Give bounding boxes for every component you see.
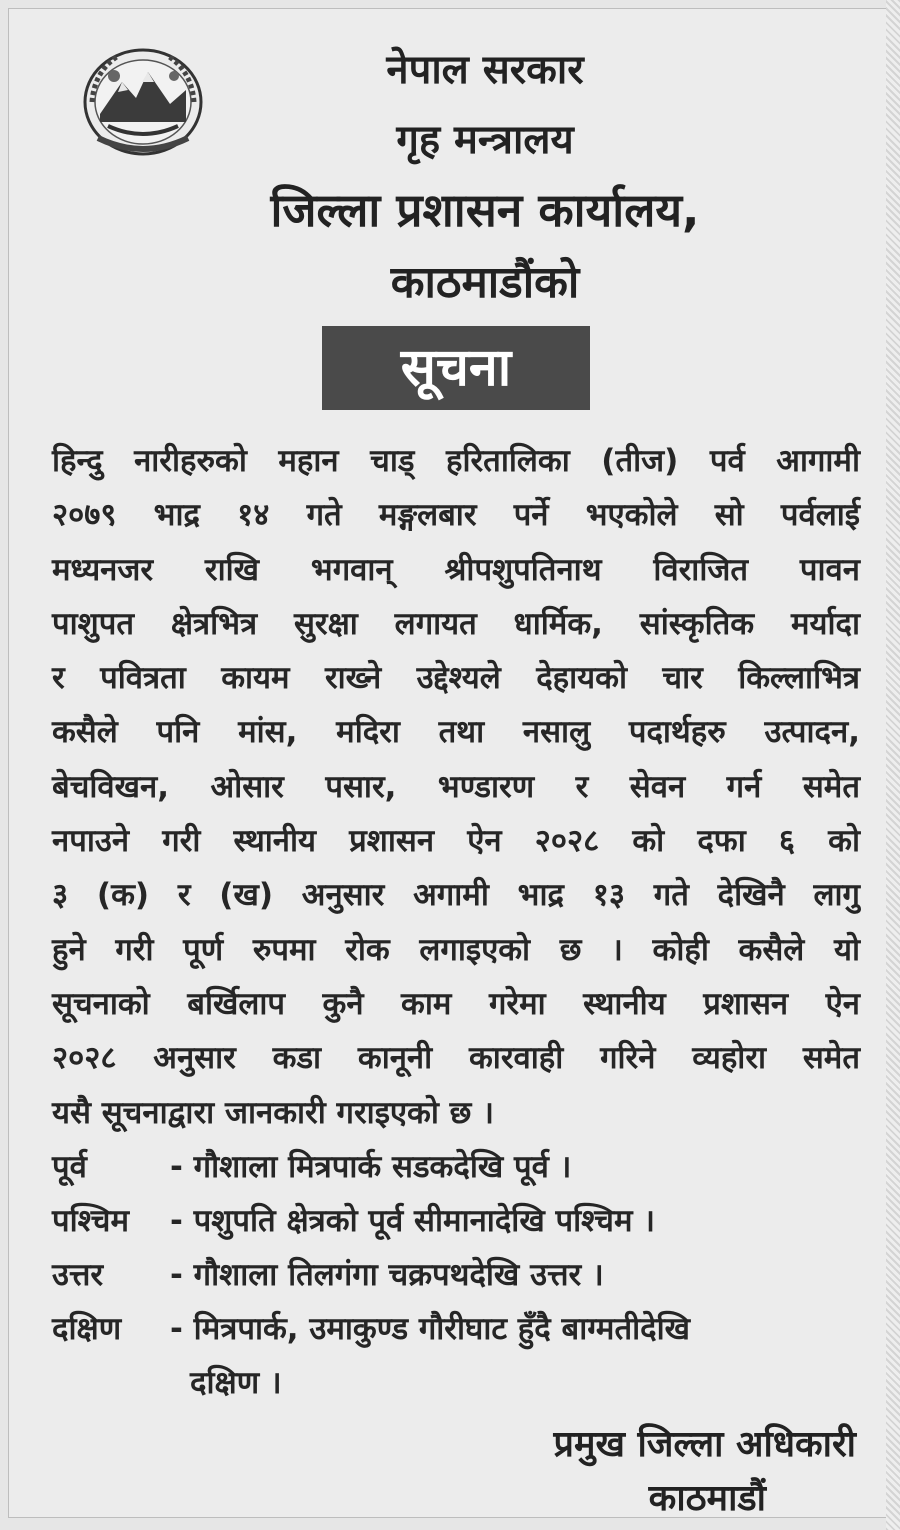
body-line: ३ (क) र (ख) अनुसार अगामी भाद्र १३ गते देखिनै लागु xyxy=(52,877,860,914)
boundary-row-south-continuation xyxy=(52,1356,860,1410)
boundary-row-east xyxy=(52,1140,860,1194)
body-line: र पवित्रता कायम राख्ने उद्देश्यले देहायको चार किल्लाभित्र xyxy=(52,660,860,697)
body-line: हुने गरी पूर्ण रुपमा रोक लगाइएको छ । कोही कसैले यो xyxy=(52,931,860,968)
notice-title-box xyxy=(322,326,590,410)
ministry-name: गृह मन्त्रालय xyxy=(396,117,574,163)
body-line: यसै सूचनाद्वारा जानकारी गराइएको छ । xyxy=(52,1094,494,1131)
body-line: पाशुपत क्षेत्रभित्र सुरक्षा लगायत धार्मिक, सांस्कृतिक मर्यादा xyxy=(52,605,860,642)
body-line: सूचनाको बर्खिलाप कुनै काम गरेमा स्थानीय प्रशासन ऐन xyxy=(52,985,860,1022)
signatory-title: प्रमुख जिल्ला अधिकारी xyxy=(553,1424,856,1465)
signature-block xyxy=(553,1418,856,1526)
body-line: नपाउने गरी स्थानीय प्रशासन ऐन २०२८ को दफा ६ को xyxy=(52,823,860,860)
district-name: काठमाडौंको xyxy=(390,257,580,308)
body-line: २०७९ भाद्र १४ गते मङ्गलबार पर्ने भएकोले सो पर्वलाई xyxy=(52,497,860,534)
boundary-description: - गौशाला मित्रपार्क सडकदेखि पूर्व । xyxy=(170,1149,572,1185)
boundary-row-west xyxy=(52,1194,860,1248)
boundary-row-north xyxy=(52,1248,860,1302)
boundary-direction: पूर्व xyxy=(52,1149,87,1185)
notice-title: सूचना xyxy=(400,338,512,398)
boundary-direction: दक्षिण xyxy=(52,1311,122,1347)
body-line: कसैले पनि मांस, मदिरा तथा नसालु पदार्थहरु उत्पादन, xyxy=(52,714,860,751)
body-line: मध्यनजर राखि भगवान् श्रीपशुपतिनाथ विराजित पावन xyxy=(52,551,860,588)
boundary-direction: पश्चिम xyxy=(52,1203,130,1239)
body-line: बेचविखन, ओसार पसार, भण्डारण र सेवन गर्न समेत xyxy=(52,768,860,805)
boundary-row-south xyxy=(52,1302,860,1356)
body-line: हिन्दु नारीहरुको महान चाड् हरितालिका (तीज) पर्व आगामी xyxy=(52,443,860,479)
boundary-list xyxy=(52,1140,860,1410)
boundary-description-continuation: दक्षिण । xyxy=(190,1365,282,1401)
notice-body xyxy=(52,434,860,1140)
boundary-description: - मित्रपार्क, उमाकुण्ड गौरीघाट हुँदै बाग्मतीदेखि xyxy=(170,1311,691,1347)
boundary-description: - गौशाला तिलगंगा चक्रपथदेखि उत्तर । xyxy=(170,1257,604,1293)
signatory-place: काठमाडौं xyxy=(648,1478,766,1519)
boundary-description: - पशुपति क्षेत्रको पूर्व सीमानादेखि पश्चिम । xyxy=(170,1203,656,1239)
government-name: नेपाल सरकार xyxy=(386,47,584,93)
body-line: २०२८ अनुसार कडा कानूनी कारवाही गरिने व्यहोरा समेत xyxy=(52,1040,860,1077)
boundary-direction: उत्तर xyxy=(52,1257,104,1293)
office-name: जिल्ला प्रशासन कार्यालय, xyxy=(270,183,700,237)
